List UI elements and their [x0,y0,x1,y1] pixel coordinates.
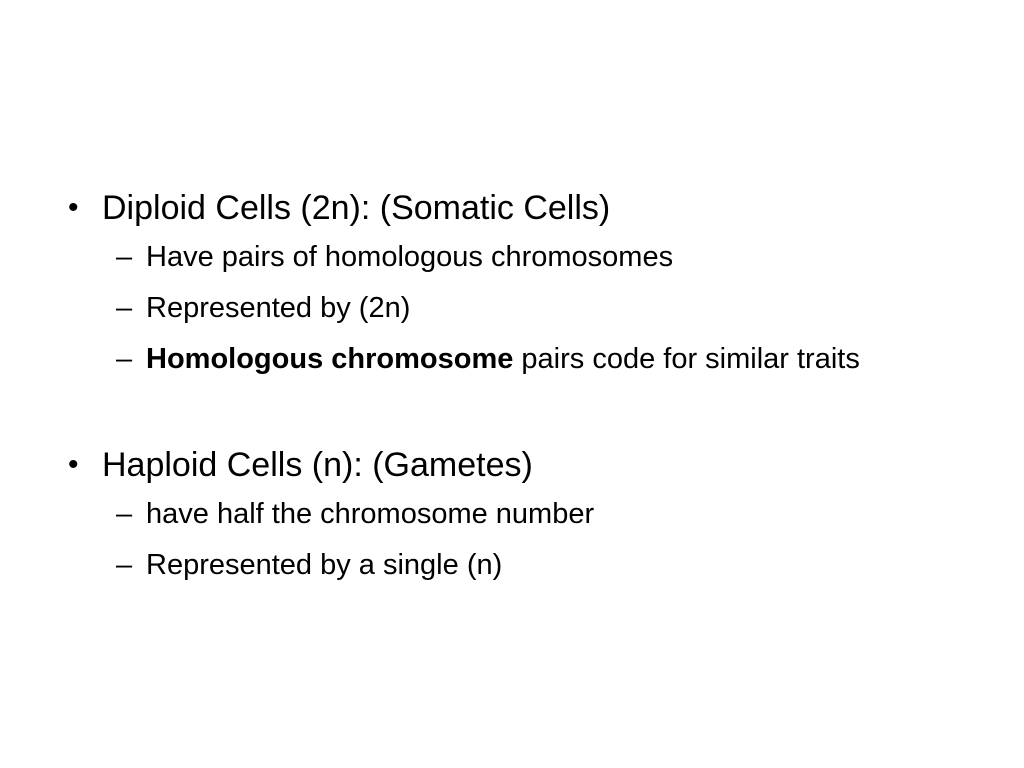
sub-dash: – [116,549,133,581]
slide-content [60,186,960,597]
bullet-dot: • [68,191,79,224]
bullet-heading: Haploid Cells (n): (Gametes) [102,446,533,484]
sub-point [60,546,906,584]
sub-point-text: Represented by (2n) [146,292,411,324]
sub-dash: – [116,343,133,375]
sub-point-text: pairs code for similar traits [513,343,860,375]
sub-point-text: Represented by a single (n) [146,549,503,581]
sub-dash: – [116,241,133,273]
sub-dash: – [116,292,133,324]
section-gap [60,391,960,443]
bullet-diploid-cells [60,186,960,230]
sub-point [60,238,906,276]
sub-list-diploid [60,238,960,378]
bullet-heading: Diploid Cells (2n): (Somatic Cells) [102,189,611,227]
sub-point [60,340,906,378]
sub-point-bold-term: Homologous chromosome [146,343,514,375]
sub-point-text: have half the chromosome number [146,498,595,530]
sub-point-text: Have pairs of homologous chromosomes [146,241,674,273]
bullet-dot: • [68,448,79,481]
sub-point [60,289,906,327]
bullet-haploid-cells [60,443,960,487]
sub-point [60,495,906,533]
sub-list-haploid [60,495,960,584]
sub-dash: – [116,498,133,530]
